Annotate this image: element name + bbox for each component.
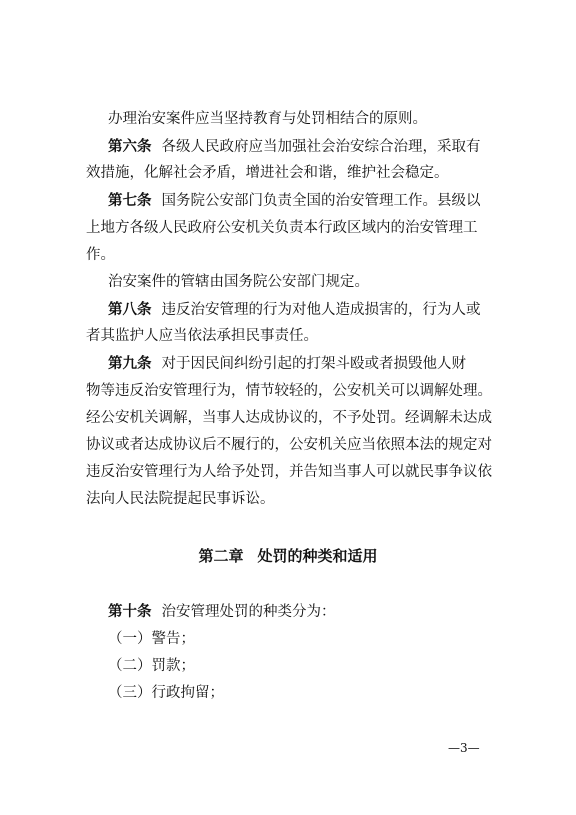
article-8-text-1: 违反治安管理的行为对他人造成损害的，行为人或 (161, 302, 481, 318)
article-9-line-5: 违反治安管理行为人给予处罚，并告知当事人可以就民事争议依 (86, 464, 492, 480)
list-item: （二）罚款； (108, 658, 195, 674)
article-8-label: 第八条 (108, 302, 152, 318)
article-9-text-1: 对于因民间纠纷引起的打架斗殴或者损毁他人财 (161, 356, 466, 372)
article-7-paragraph-2: 治安案件的管辖由国务院公安部门规定。 (108, 274, 369, 290)
chapter-heading (0, 546, 576, 566)
chapter-title: 处罚的种类和适用 (257, 547, 378, 565)
paragraph-intro: 办理治安案件应当坚持教育与处罚相结合的原则。 (108, 111, 427, 127)
article-7-label: 第七条 (108, 193, 152, 209)
article-9-line-6: 法向人民法院提起民事诉讼。 (86, 491, 275, 507)
article-7-line-1 (108, 191, 490, 211)
article-9-line-1 (108, 354, 490, 374)
chapter-number: 第二章 (198, 547, 244, 565)
article-7-text-1: 国务院公安部门负责全国的治安管理工作。县级以 (161, 193, 481, 209)
list-item: （三）行政拘留； (108, 685, 224, 701)
article-9-line-2: 物等违反治安管理行为，情节较轻的，公安机关可以调解处理。 (86, 383, 492, 399)
article-7-line-2: 上地方各级人民政府公安机关负责本行政区域内的治安管理工 (86, 220, 478, 236)
article-9-line-3: 经公安机关调解，当事人达成协议的，不予处罚。经调解未达成 (86, 410, 492, 426)
article-8-line-1 (108, 300, 490, 320)
article-10-label: 第十条 (108, 604, 152, 620)
article-9-label: 第九条 (108, 356, 152, 372)
article-8-line-2: 者其监护人应当依法承担民事责任。 (86, 328, 318, 344)
list-item: （一）警告； (108, 631, 195, 647)
article-6-line-1 (108, 137, 490, 157)
article-9-line-4: 协议或者达成协议后不履行的，公安机关应当依照本法的规定对 (86, 437, 492, 453)
page-number: —3— (448, 741, 480, 755)
article-7-line-3: 作。 (86, 247, 115, 263)
article-10-text-1: 治安管理处罚的种类分为： (161, 604, 336, 620)
article-6-line-2: 效措施，化解社会矛盾，增进社会和谐，维护社会稳定。 (86, 165, 449, 181)
article-10-line-1 (108, 602, 490, 622)
article-6-label: 第六条 (108, 139, 152, 155)
article-6-text-1: 各级人民政府应当加强社会治安综合治理，采取有 (161, 139, 481, 155)
